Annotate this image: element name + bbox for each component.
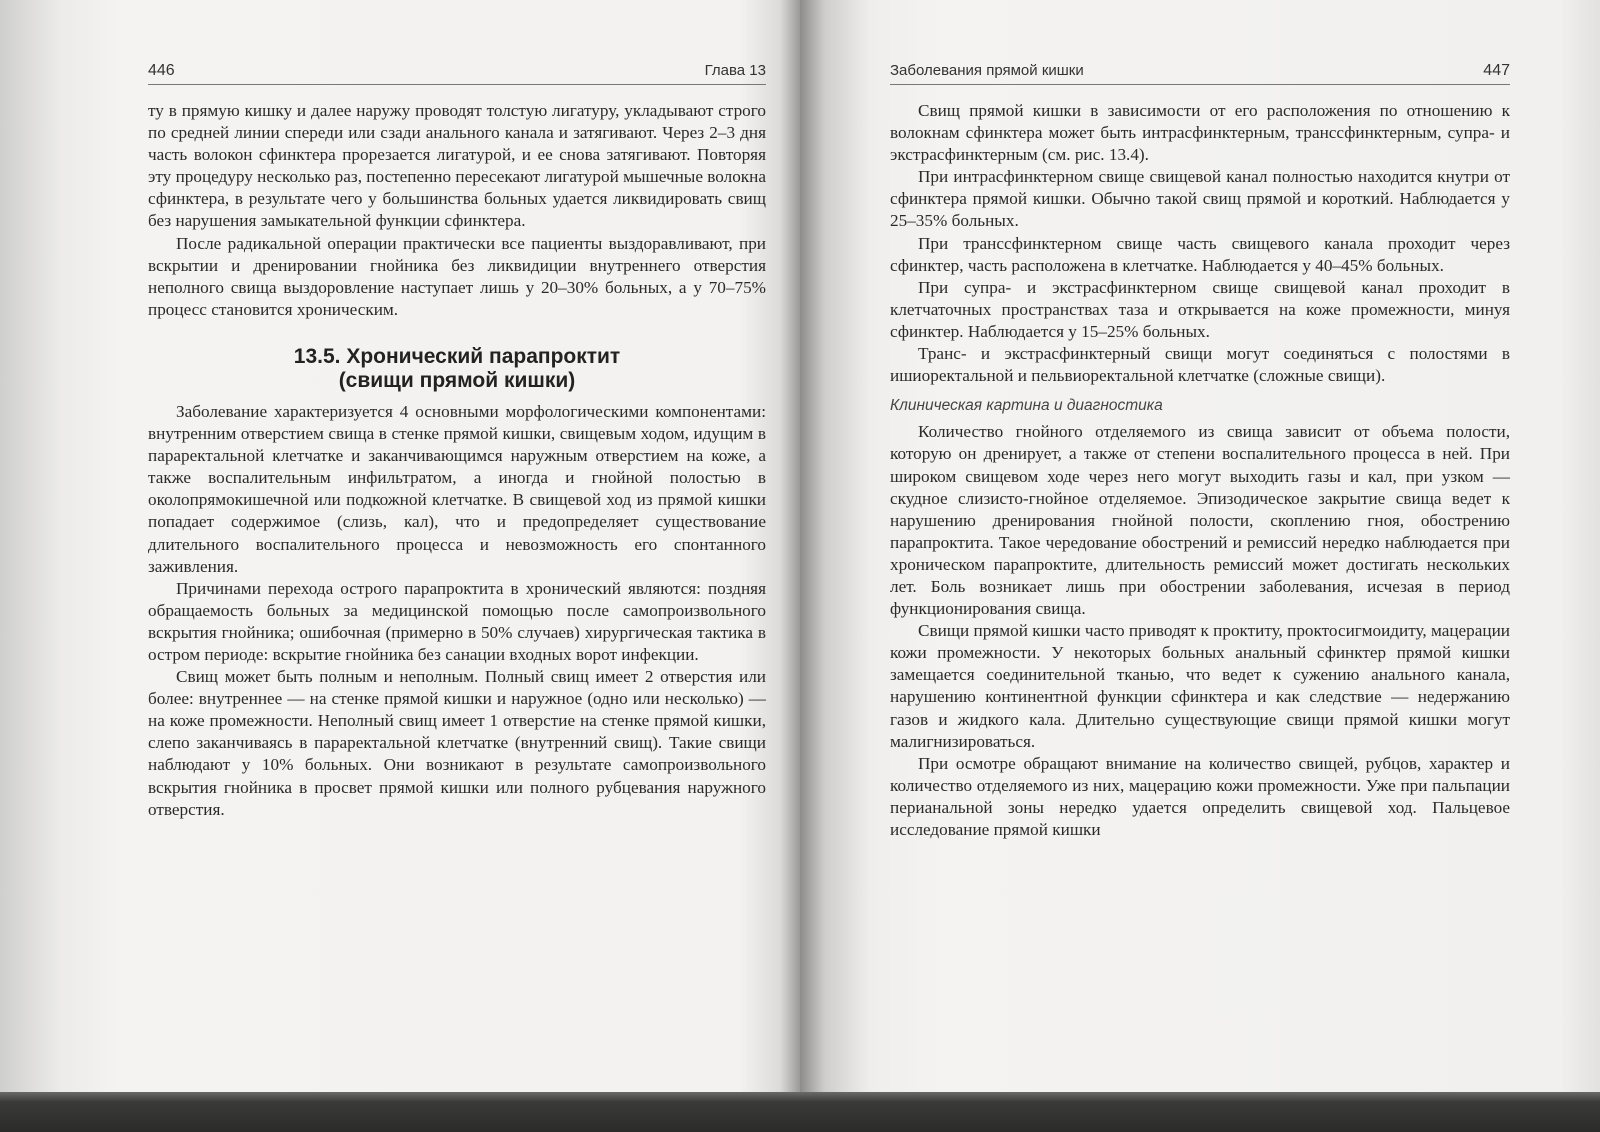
- right-body-text: [890, 100, 1510, 841]
- subheading: Клиническая картина и диагностика: [890, 397, 1163, 415]
- paragraph: При супра- и экстрасфинктерном свище свищевой канал проходит в клетчаточных пространствах таза и открывается на коже промежности, минуя сфинктер. Наблюдается у 15–25% больных.: [890, 277, 1510, 341]
- paragraph: ту в прямую кишку и далее наружу проводят толстую лигатуру, укладывают строго по средней линии спереди или сзади анального канала и затягивают. Через 2–3 дня часть волокон сфинктера прорезается лигатурой, и ее снова затягивают. Повторяя эту процедуру несколько раз, постепенно пересекают лигатурой мышечные волокна сфинктера, в результате чего у большинства больных удается ликвидировать свищ без нарушения замыкательной функции сфинктера.: [148, 101, 766, 231]
- section-heading-line2: (свищи прямой кишки): [338, 368, 576, 392]
- scan-bottom-edge: [0, 1092, 1600, 1132]
- paragraph: Транс- и экстрасфинктерный свищи могут соединяться с полостями в ишиоректальной и пельвиоректальной клетчатке (сложные свищи).: [890, 344, 1510, 386]
- running-title: Заболевания прямой кишки: [890, 62, 1084, 79]
- page-number: 447: [1483, 62, 1510, 79]
- left-body-text: [148, 100, 766, 821]
- page-number: 446: [148, 62, 175, 79]
- paragraph: Свищ прямой кишки в зависимости от его расположения по отношению к волокнам сфинктера может быть интрасфинктерным, транссфинктерным, супра- и экстрасфинктерным (см. рис. 13.4).: [890, 101, 1510, 165]
- right-running-head: [890, 60, 1510, 85]
- running-title: Глава 13: [704, 62, 766, 79]
- left-running-head: [148, 60, 766, 85]
- right-page: [800, 0, 1600, 1132]
- section-heading-line1: 13.5. Хронический парапроктит: [293, 344, 621, 368]
- paragraph: При осмотре обращают внимание на количество свищей, рубцов, характер и количество отделяемого из них, мацерацию кожи промежности. Уже при пальпации перианальной зоны нередко удается определить свищевой ход. Пальцевое исследование прямой кишки: [890, 753, 1510, 839]
- paragraph: Заболевание характеризуется 4 основными морфологическими компонентами: внутренним отверстием свища в стенке прямой кишки, свищевым ходом, идущим в параректальной клетчатке и заканчивающимся наружным отверстием на коже, а также воспалительным инфильтратом, а иногда и гнойной полостью в околопрямокишечной или подкожной клетчатке. В свищевой ход из прямой кишки попадает содержимое (слизь, кал), что и предопределяет существование длительного воспалительного процесса и невозможность его спонтанного заживления.: [148, 401, 766, 576]
- section-heading: [148, 345, 766, 393]
- paragraph: Причинами перехода острого парапроктита в хронический являются: поздняя обращаемость больных за медицинской помощью после самопроизвольного вскрытия гнойника; ошибочная (примерно в 50% случаев) хирургическая тактика в остром периоде: вскрытие гнойника без санации входных ворот инфекции.: [148, 578, 766, 664]
- paragraph: При интрасфинктерном свище свищевой канал полностью находится кнутри от сфинктера прямой кишки. Обычно такой свищ прямой и короткий. Наблюдается у 25–35% больных.: [890, 167, 1510, 231]
- paragraph: Количество гнойного отделяемого из свища зависит от объема полости, которую он дренирует, а также от степени воспалительного процесса в ней. При широком свищевом ходе через него могут выходить газы и кал, при узком — скудное слизисто-гнойное отделяемое. Эпизодическое закрытие свища ведет к нарушению дренирования гнойной полости, скоплению гноя, обострению парапроктита. Такое чередование обострений и ремиссий нередко наблюдается при хроническом парапроктите, длительность ремиссий может достигать нескольких лет. Боль возникает лишь при обострении заболевания, исчезая в период функционирования свища.: [890, 422, 1510, 619]
- paragraph: При транссфинктерном свище часть свищевого канала проходит через сфинктер, часть расположена в клетчатке. Наблюдается у 40–45% больных.: [890, 233, 1510, 275]
- paragraph: Свищи прямой кишки часто приводят к проктиту, проктосигмоидиту, мацерации кожи промежности. У некоторых больных анальный сфинктер прямой кишки замещается соединительной тканью, что ведет к сужению анального канала, нарушению континентной функции сфинктера и как следствие — недержанию газов и жидкого кала. Длительно существующие свищи прямой кишки могут малигнизироваться.: [890, 621, 1510, 751]
- paragraph: Свищ может быть полным и неполным. Полный свищ имеет 2 отверстия или более: внутреннее — на стенке прямой кишки и наружное (одно или несколько) — на коже промежности. Неполный свищ имеет 1 отверстие на стенке прямой кишки, слепо заканчиваясь в параректальной клетчатке (внутренний свищ). Такие свищи наблюдают у 10% больных. Они возникают в результате самопроизвольного вскрытия гнойника в просвет прямой кишки или полного рубцевания наружного отверстия.: [148, 667, 766, 819]
- paragraph: После радикальной операции практически все пациенты выздоравливают, при вскрытии и дренировании гнойника без ликвидиции внутреннего отверстия неполного свища выздоровление наступает лишь у 20–30% больных, а у 70–75% процесс становится хроническим.: [148, 233, 766, 319]
